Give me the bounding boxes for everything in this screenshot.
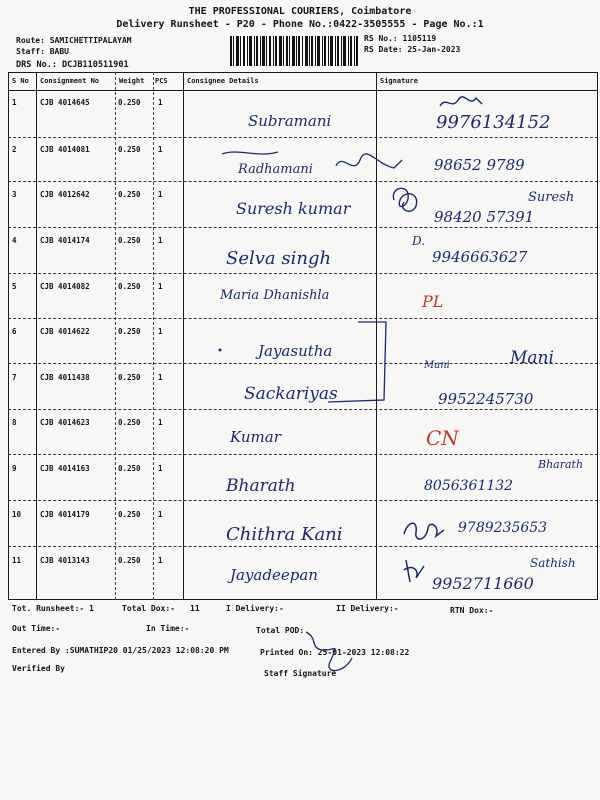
- total-dox-value: 11: [190, 604, 200, 613]
- row-2-consignee: Radhamani: [238, 162, 313, 177]
- row-1-sno: 1: [12, 98, 17, 107]
- row-10-signature-scrawl: [400, 516, 448, 546]
- row-4-consignee: Selva singh: [226, 248, 332, 269]
- row-1-consignee: Subramani: [248, 112, 332, 130]
- staff-signature-label: Staff Signature: [264, 669, 337, 678]
- row-8-consignment: CJB 4014623: [40, 418, 90, 427]
- row-4-signature-initial: D.: [412, 234, 426, 248]
- col-signature: Signature: [380, 77, 418, 85]
- row-10-weight: 0.250: [118, 510, 141, 519]
- col-consignment: Consignment No: [40, 77, 100, 85]
- row-6-pcs: 1: [158, 327, 163, 336]
- row-7-pcs: 1: [158, 373, 163, 382]
- row-6-signature: Mani: [510, 348, 554, 368]
- row-8-pcs: 1: [158, 418, 163, 427]
- barcode-image: [230, 36, 358, 66]
- row-5-signature: PL: [422, 292, 444, 311]
- row-3-signature: 98420 57391: [434, 208, 535, 226]
- row-10-signature: 9789235653: [458, 520, 548, 536]
- row-3-consignee: Suresh kumar: [236, 199, 351, 218]
- rtn-dox: RTN Dox:-: [450, 606, 494, 615]
- row-11-weight: 0.250: [118, 556, 141, 565]
- row-5-sno: 5: [12, 282, 17, 291]
- row-2-sno: 2: [12, 145, 17, 154]
- row-10-consignment: CJB 4014179: [40, 510, 90, 519]
- row-5-consignee: Maria Dhanishla: [220, 288, 330, 303]
- total-pod: Total POD:: [256, 626, 305, 635]
- row-10-pcs: 1: [158, 510, 163, 519]
- row-11-signature-scrawl: [400, 556, 430, 586]
- row-8-signature: CN: [426, 426, 459, 450]
- row-11-signature-name: Sathish: [530, 556, 576, 570]
- row-5-pcs: 1: [158, 282, 163, 291]
- row-9-pcs: 1: [158, 464, 163, 473]
- row-7-weight: 0.250: [118, 373, 141, 382]
- entered-by: Entered By :SUMATHIP20 01/25/2023 12:08:20 PM: [12, 646, 229, 655]
- row-1-signature: 9976134152: [436, 112, 551, 133]
- row-11-signature: 9952711660: [432, 574, 534, 593]
- company-title: THE PROFESSIONAL COURIERS, Coimbatore: [188, 6, 412, 17]
- col-pcs: PCS: [155, 77, 168, 85]
- row-6-sno: 6: [12, 327, 17, 336]
- row-1-weight: 0.250: [118, 98, 141, 107]
- row-7-consignment: CJB 4011438: [40, 373, 90, 382]
- row-7-sno: 7: [12, 373, 17, 382]
- route-label: Route: SAMICHETTIPALAYAM: [16, 36, 132, 45]
- tot-runsheet: Tot. Runsheet:- 1: [12, 604, 94, 613]
- row-9-signature: 8056361132: [424, 478, 514, 494]
- row-9-weight: 0.250: [118, 464, 141, 473]
- staff-label: Staff: BABU: [16, 47, 69, 56]
- row-1-signature-scrawl: [436, 94, 486, 112]
- col-consignee: Consignee Details: [187, 77, 259, 85]
- col-weight: Weight: [119, 77, 145, 85]
- i-delivery: I Delivery:-: [226, 604, 284, 613]
- row-3-sno: 3: [12, 190, 17, 199]
- row-3-weight: 0.250: [118, 190, 141, 199]
- table-top-rule: [8, 72, 598, 73]
- row-2-pcs: 1: [158, 145, 163, 154]
- total-dox-label: Total Dox:-: [122, 604, 175, 613]
- row-9-consignment: CJB 4014163: [40, 464, 90, 473]
- row-9-consignee: Bharath: [226, 476, 296, 496]
- runsheet-subtitle: Delivery Runsheet - P20 - Phone No.:0422-3505555 - Page No.:1: [116, 19, 484, 30]
- row-2-consignment: CJB 4014081: [40, 145, 90, 154]
- row-4-sno: 4: [12, 236, 17, 245]
- row-7-consignee: Sackariyas: [244, 384, 338, 404]
- in-time: In Time:-: [146, 624, 190, 633]
- col-sno: S No: [12, 77, 29, 85]
- row-11-consignment: CJB 4013143: [40, 556, 90, 565]
- row-9-signature-name: Bharath: [538, 458, 584, 471]
- rs-date: RS Date: 25-Jan-2023: [364, 45, 461, 54]
- row-8-consignee: Kumar: [230, 428, 281, 446]
- rs-number: RS No.: 1105119: [364, 34, 437, 43]
- row-2-signature: 98652 9789: [434, 156, 525, 174]
- verified-by: Verified By: [12, 664, 65, 673]
- row-11-pcs: 1: [158, 556, 163, 565]
- row-1-consignment: CJB 4014645: [40, 98, 90, 107]
- row-7-signature: 9952245730: [438, 390, 534, 408]
- row-3-signature-scrawl: [386, 182, 428, 218]
- out-time: Out Time:-: [12, 624, 61, 633]
- row-10-consignee: Chithra Kani: [226, 524, 343, 545]
- staff-signature-scrawl: [300, 628, 360, 680]
- row-11-consignee: Jayadeepan: [230, 566, 318, 584]
- table-bottom-rule: [8, 599, 598, 600]
- runsheet-table: [8, 72, 598, 600]
- row-1-pcs: 1: [158, 98, 163, 107]
- row-6-consignee: Jayasutha: [258, 342, 333, 360]
- row-2-signature-scrawl: [218, 146, 418, 180]
- ii-delivery: II Delivery:-: [336, 604, 399, 613]
- printed-on: Printed On: 25-01-2023 12:08:22: [260, 648, 410, 657]
- row-4-signature: 9946663627: [432, 248, 528, 266]
- row-11-sno: 11: [12, 556, 22, 565]
- row-3-signature-name: Suresh: [528, 190, 575, 205]
- row-3-consignment: CJB 4012642: [40, 190, 90, 199]
- row-8-sno: 8: [12, 418, 17, 427]
- drs-number: DRS No.: DCJB110511901: [16, 60, 129, 70]
- row-5-weight: 0.250: [118, 282, 141, 291]
- row-4-weight: 0.250: [118, 236, 141, 245]
- row-4-consignment: CJB 4014174: [40, 236, 90, 245]
- row-6-weight: 0.250: [118, 327, 141, 336]
- row-6-signature-scrawl: Mani: [424, 360, 450, 371]
- row-6-consignment: CJB 4014622: [40, 327, 90, 336]
- table-header-rule: [8, 90, 598, 91]
- row-2-weight: 0.250: [118, 145, 141, 154]
- row-3-pcs: 1: [158, 190, 163, 199]
- row-4-pcs: 1: [158, 236, 163, 245]
- row-8-weight: 0.250: [118, 418, 141, 427]
- row-5-consignment: CJB 4014082: [40, 282, 90, 291]
- row-10-sno: 10: [12, 510, 22, 519]
- row-9-sno: 9: [12, 464, 17, 473]
